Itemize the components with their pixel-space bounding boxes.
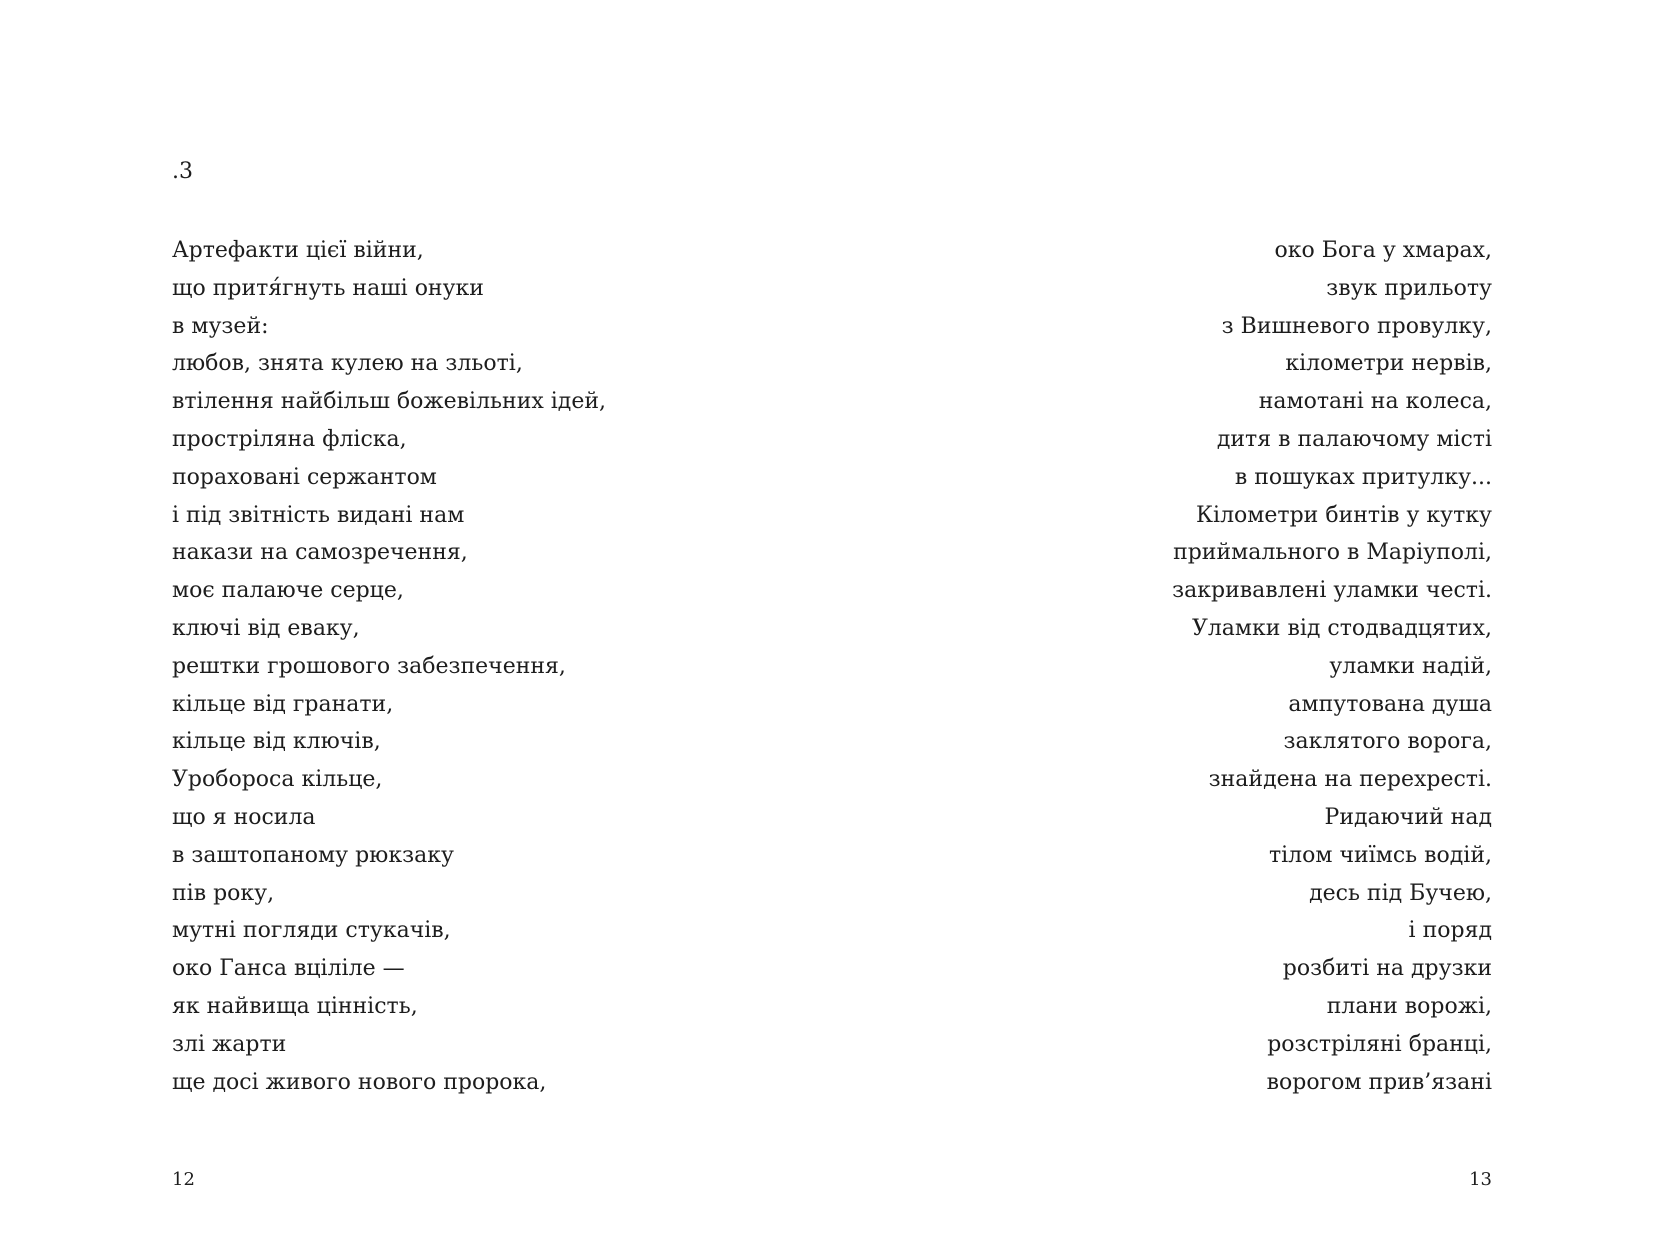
poem-line: любов, знята кулею на зльоті, <box>172 351 523 377</box>
poem-line: Уламки від стодвадцятих, <box>1191 615 1492 641</box>
left-page-number: 12 <box>172 1169 195 1190</box>
poem-line: втілення найбільш божевільних ідей, <box>172 389 607 415</box>
poem-line: ще досі живого нового пророка, <box>172 1069 547 1095</box>
poem-line: ключі від еваку, <box>172 615 360 641</box>
poem-line: плани ворожі, <box>1326 993 1492 1019</box>
poem-line: заклятого ворога, <box>1283 729 1492 755</box>
poem-line: Уробороса кільце, <box>172 767 383 793</box>
poem-line: мутні погляди стукачів, <box>172 918 451 944</box>
poem-line: дитя в палаючому місті <box>1216 426 1492 452</box>
section-number: .3 <box>172 159 193 184</box>
poem-line: око Ганса вціліле — <box>172 956 405 982</box>
poem-line: як найвища цінність, <box>172 993 418 1019</box>
poem-line: знайдена на перехресті. <box>1208 767 1492 793</box>
poem-line: Ридаючий над <box>1324 804 1492 830</box>
poem-line: пів року, <box>172 880 275 906</box>
poem-line: в заштопаному рюкзаку <box>172 842 454 868</box>
poem-line: рештки грошового забезпечення, <box>172 653 566 679</box>
poem-line: і під звітність видані нам <box>172 502 465 528</box>
poem-line: ворогом прив’язані <box>1266 1069 1492 1095</box>
poem-line: кільце від ключів, <box>172 729 381 755</box>
poem-line: в музей: <box>172 313 269 339</box>
right-page-poem <box>1172 232 1492 1101</box>
poem-line: що притя́гнуть наші онуки <box>172 275 484 301</box>
poem-line: намотані на колеса, <box>1258 389 1492 415</box>
right-page-number: 13 <box>1469 1169 1492 1190</box>
poem-line: закривавлені уламки честі. <box>1172 578 1492 604</box>
poem-line: в пошуках притулку... <box>1234 464 1492 490</box>
poem-line: приймального в Маріуполі, <box>1173 540 1492 566</box>
poem-line: десь під Бучею, <box>1309 880 1492 906</box>
poem-line: Кілометри бинтів у кутку <box>1196 502 1492 528</box>
poem-line: ампутована душа <box>1288 691 1492 717</box>
poem-line: тілом чиїмсь водій, <box>1268 842 1492 868</box>
poem-line: розбиті на друзки <box>1282 956 1492 982</box>
poem-line: кілометри нервів, <box>1285 351 1492 377</box>
poem-line: і поряд <box>1408 918 1492 944</box>
poem-line: моє палаюче серце, <box>172 578 404 604</box>
poem-line: око Бога у хмарах, <box>1274 238 1492 263</box>
poem-line: простріляна фліска, <box>172 426 407 452</box>
poem-line: кільце від гранати, <box>172 691 394 717</box>
poem-line: що я носила <box>172 804 316 830</box>
poem-line: розстріляні бранці, <box>1267 1031 1492 1057</box>
poem-line: звук прильоту <box>1326 275 1492 301</box>
poem-line: злі жарти <box>172 1031 287 1057</box>
poem-line: з Вишневого провулку, <box>1221 313 1492 339</box>
poem-line: уламки надій, <box>1329 653 1492 679</box>
left-page-poem <box>172 232 606 1101</box>
poem-line: Артефакти цієї війни, <box>172 238 424 263</box>
poem-line: пораховані сержантом <box>172 464 437 490</box>
poem-line: накази на самозречення, <box>172 540 468 566</box>
